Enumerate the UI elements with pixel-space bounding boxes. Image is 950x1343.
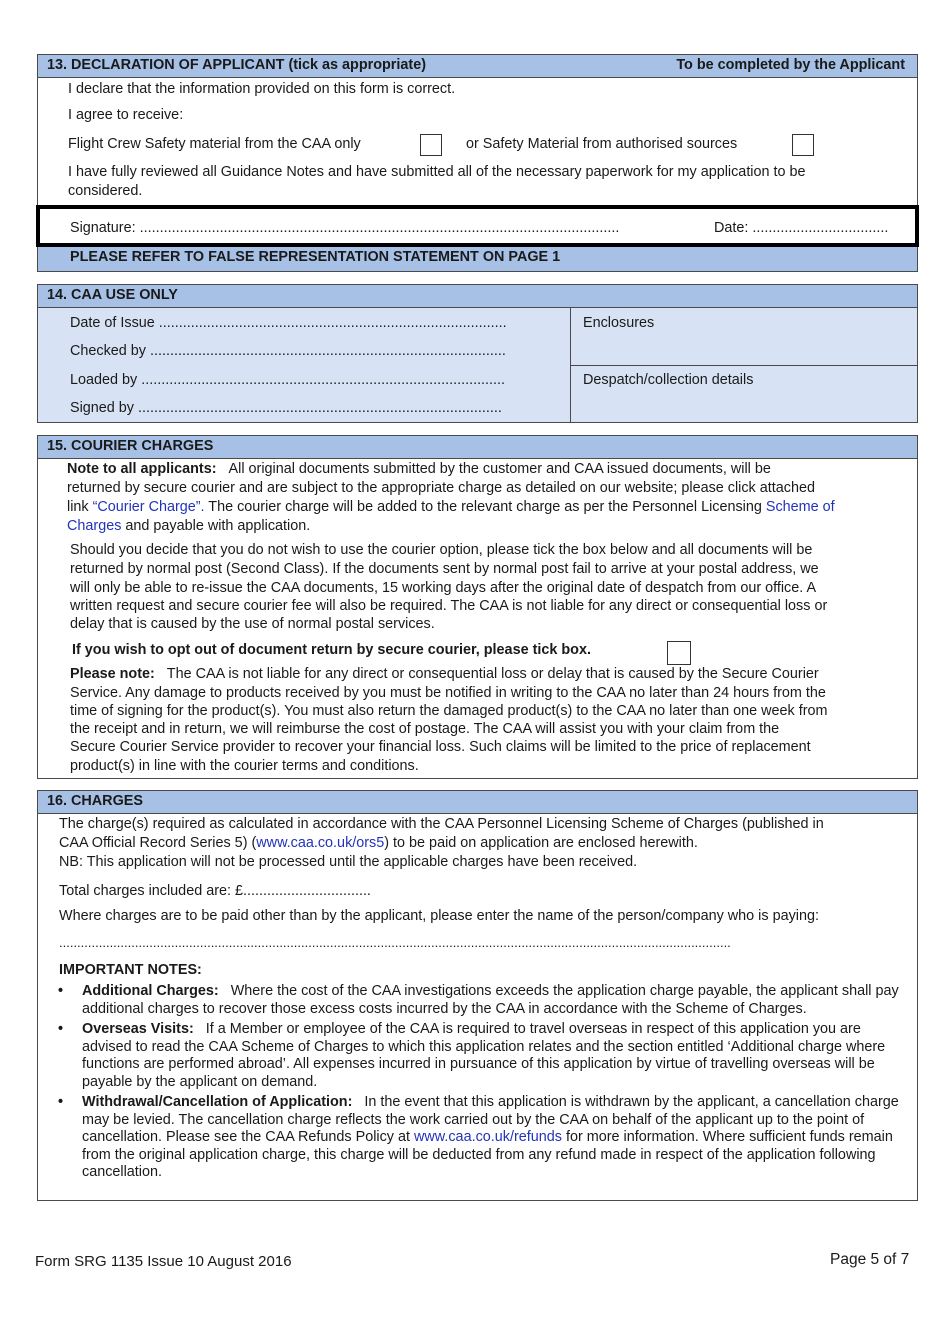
note-text-3b: The courier charge will be added to the relevant charge as per the Personnel Licensing (204, 499, 766, 515)
section-13-header (38, 55, 917, 78)
should-line-2: returned by normal post (Second Class). If the documents sent by normal post fail to arrive at your postal address, we (70, 561, 819, 577)
option-caa-only-label: Flight Crew Safety material from the CAA only (68, 136, 361, 152)
section-13-title: 13. DECLARATION OF APPLICANT (tick as appropriate) (47, 57, 426, 73)
opt-out-text: If you wish to opt out of document return by secure courier, please tick box. (72, 642, 591, 658)
note-3-text-a: In the event that this application is withdrawn by the applicant, a cancellation charge may be levied. The cancellation charge reflects the work carried out by the CAA on behalf of the applicant up to the point of cancellation. Please see the CAA Refunds Policy at (82, 1094, 899, 1145)
charges-text-2a: CAA Official Record Series 5) ( (59, 835, 257, 851)
please-note-line-2: Service. Any damage to products received by you must be notified in writing to the CAA no later than 24 hours from the (70, 685, 826, 701)
checked-by-field: Checked by ......................................................................................... (70, 343, 506, 359)
declare-text: I declare that the information provided on this form is correct. (68, 81, 456, 97)
should-line-5: delay that is caused by the use of normal postal services. (70, 616, 435, 632)
scheme-of-charges-link-a[interactable]: Scheme of (765, 499, 835, 515)
should-line-4: written request and secure courier fee will also be required. The CAA is not liable for any direct or consequential loss or (70, 598, 828, 614)
payer-name-field[interactable]: .......................................................................................................................................................................................... (59, 935, 731, 950)
note-text-1: All original documents submitted by the customer and CAA issued documents, will be (228, 461, 771, 477)
date-field[interactable]: Date: .................................. (714, 220, 889, 236)
should-line-3: will only be able to re-issue the CAA documents, 15 working days after the original date of despatch from our office. A (70, 580, 817, 596)
note-label: Note to all applicants: (67, 461, 217, 477)
please-note-line-6: product(s) in line with the courier terms and conditions. (70, 758, 419, 774)
section-14-header (38, 285, 917, 308)
note-line-4 (67, 518, 310, 534)
note-line-3 (67, 499, 835, 515)
footer-page-number: Page 5 of 7 (830, 1251, 910, 1268)
note-line-2: returned by secure courier and are subject to the appropriate charge as detailed on our website; please click attached (67, 480, 815, 496)
despatch-label: Despatch/collection details (583, 372, 754, 388)
total-charges-field[interactable]: Total charges included are: £................................ (59, 883, 371, 899)
option-authorised-checkbox[interactable] (792, 134, 814, 156)
please-note-text-1: The CAA is not liable for any direct or consequential loss or delay that is caused by the Secure Courier (166, 666, 819, 682)
note-2-label: Overseas Visits: (82, 1021, 194, 1037)
charges-text-2b: ) to be paid on application are enclosed herewith. (384, 835, 698, 851)
row-divider (571, 365, 917, 366)
section-13-declaration (37, 54, 918, 272)
please-note-line-3: time of signing for the product(s). You must also return the damaged product(s) to the CAA no later than one week from (70, 703, 828, 719)
signature-box (36, 205, 919, 247)
note-3-text-b: for more information. Where sufficient funds remain from the original application charge, this charge will be deducted from any refund made in respect of the application following cancellation. (82, 1129, 893, 1180)
please-note-label: Please note: (70, 666, 155, 682)
should-line-1: Should you decide that you do not wish to use the courier option, please tick the box below and all documents will be (70, 542, 813, 558)
reviewed-text-line2: considered. (68, 183, 143, 199)
charges-nb: NB: This application will not be processed until the applicable charges have been received. (59, 854, 638, 870)
section-15-header (38, 436, 917, 459)
please-note-line-4: the receipt and in return, we will reimburse the cost of postage. The CAA will assist you with your claim from the (70, 721, 780, 737)
charges-line-2 (59, 835, 698, 851)
section-16-header (38, 791, 917, 814)
note-3-label: Withdrawal/Cancellation of Application: (82, 1094, 353, 1110)
loaded-by-field: Loaded by ........................................................................................... (70, 372, 506, 388)
section-16-title: 16. CHARGES (47, 793, 143, 809)
false-representation-text: PLEASE REFER TO FALSE REPRESENTATION STATEMENT ON PAGE 1 (70, 249, 561, 265)
please-note-line-1 (70, 666, 819, 682)
bullet: • (58, 1094, 64, 1110)
section-14-title: 14. CAA USE ONLY (47, 287, 178, 303)
note-1-text: Where the cost of the CAA investigations exceeds the application charge payable, the applicant shall pay additional charges to recover those excess costs incurred by the CAA in accordance with the Scheme of Charges. (82, 983, 899, 1017)
note-text-3a: link (67, 499, 93, 515)
important-notes-heading: IMPORTANT NOTES: (59, 962, 202, 978)
bullet: • (58, 1021, 64, 1037)
section-15-title: 15. COURIER CHARGES (47, 438, 214, 454)
note-line-1 (67, 461, 771, 477)
option-caa-only-checkbox[interactable] (420, 134, 442, 156)
section-13-completed-by: To be completed by the Applicant (676, 57, 905, 73)
date-of-issue-field: Date of Issue ....................................................................................... (70, 315, 507, 331)
signed-by-field: Signed by ........................................................................................... (70, 400, 502, 416)
important-notes-list (38, 983, 902, 1185)
bullet: • (58, 983, 64, 999)
note-additional-charges (38, 983, 902, 1018)
reviewed-text-line1: I have fully reviewed all Guidance Notes and have submitted all of the necessary paperwork for my application to be (68, 164, 806, 180)
section-15-courier (37, 435, 918, 779)
charges-line-1: The charge(s) required as calculated in accordance with the CAA Personnel Licensing Scheme of Charges (published in (59, 816, 824, 832)
ors5-link[interactable]: www.caa.co.uk/ors5 (256, 835, 385, 851)
opt-out-checkbox[interactable] (667, 641, 691, 665)
signature-field[interactable]: Signature: ........................................................................................................................ (70, 220, 620, 236)
note-overseas-visits (38, 1021, 902, 1091)
option-authorised-label: or Safety Material from authorised sources (466, 136, 738, 152)
agree-text: I agree to receive: (68, 107, 184, 123)
enclosures-label: Enclosures (583, 315, 655, 331)
scheme-of-charges-link-b[interactable]: Charges (67, 518, 122, 534)
note-withdrawal (38, 1094, 902, 1182)
courier-charge-link[interactable]: “Courier Charge”. (92, 499, 205, 515)
section-14-caa-use (37, 284, 918, 423)
note-text-4: and payable with application. (121, 518, 311, 534)
false-representation-bar (38, 247, 917, 271)
note-1-label: Additional Charges: (82, 983, 219, 999)
please-note-line-5: Secure Courier Service provider to recover your financial loss. Such claims will be limited to the price of replacement (70, 739, 811, 755)
note-2-text: If a Member or employee of the CAA is required to travel overseas in respect of this application you are advised to read the CAA Scheme of Charges to which this application relates and the section entitled ‘Additional charge where functions are performed abroad’. All expenses incurred in pursuance of this application by virtue of travelling overseas will be payable by the applicant on demand. (82, 1021, 886, 1090)
payer-instruction: Where charges are to be paid other than by the applicant, please enter the name of the person/company who is paying: (59, 908, 819, 924)
footer-form-id: Form SRG 1135 Issue 10 August 2016 (35, 1253, 292, 1270)
refunds-link[interactable]: www.caa.co.uk/refunds (413, 1129, 562, 1145)
section-16-charges (37, 790, 918, 1201)
